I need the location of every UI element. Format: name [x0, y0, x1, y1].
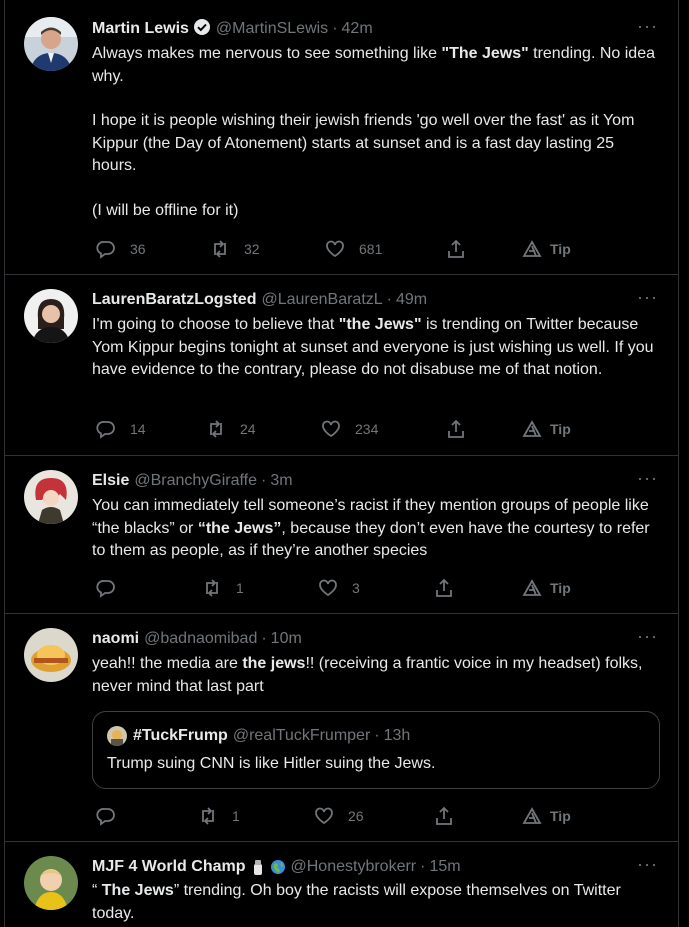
reply-button[interactable]: [96, 418, 146, 440]
tweet-header: [92, 628, 658, 650]
timestamp[interactable]: 10m: [270, 630, 302, 647]
retweet-count: 32: [244, 241, 260, 257]
reply-button[interactable]: [96, 805, 130, 827]
retweet-icon: [206, 419, 226, 439]
reply-count: 14: [130, 421, 146, 437]
separator: ·: [332, 20, 338, 37]
author-handle[interactable]: @MartinSLewis: [215, 20, 329, 37]
author-handle[interactable]: @LaurenBaratzL: [261, 291, 383, 308]
like-count: 26: [348, 808, 364, 824]
separator: ·: [420, 858, 426, 875]
avatar[interactable]: [24, 628, 78, 682]
heart-icon: [325, 239, 345, 259]
tweet-header: [92, 470, 658, 492]
author-name[interactable]: MJF 4 World Champ: [92, 858, 246, 875]
heart-icon: [321, 419, 341, 439]
share-icon: [434, 806, 454, 826]
tweet[interactable]: [5, 456, 678, 614]
tweet-text: I'm going to choose to believe that "the Jews" is trending on Twitter because Yom Kippur begins tonight at sunset and everyone is just wishing us well. If you have evidence to the contrary, please do not disabuse me of that notion.: [92, 316, 654, 378]
retweet-count: 1: [236, 580, 244, 596]
reply-icon: [96, 806, 116, 826]
quoted-author-name[interactable]: #TuckFrump: [133, 727, 228, 744]
tip-label: Tip: [550, 580, 571, 596]
author-handle[interactable]: @badnaomibad: [144, 630, 258, 647]
timestamp[interactable]: 49m: [396, 291, 428, 308]
tweet-actions: [92, 805, 658, 827]
tip-icon: [522, 419, 542, 439]
retweet-icon: [198, 806, 218, 826]
globe-icon: [270, 859, 286, 875]
author-handle[interactable]: @Honestybrokerr: [290, 858, 417, 875]
quoted-avatar[interactable]: [107, 726, 127, 746]
like-button[interactable]: [325, 238, 382, 260]
separator: ·: [374, 727, 380, 744]
reply-icon: [96, 578, 116, 598]
tip-icon: [522, 806, 542, 826]
retweet-count: 24: [240, 421, 256, 437]
tweet[interactable]: [5, 842, 678, 927]
avatar[interactable]: [24, 17, 78, 71]
more-options-icon[interactable]: ···: [637, 854, 658, 874]
separator: ·: [261, 630, 267, 647]
like-count: 681: [359, 241, 383, 257]
tweet-actions: [92, 418, 658, 440]
author-name[interactable]: LaurenBaratzLogsted: [92, 291, 257, 308]
avatar[interactable]: [24, 289, 78, 343]
tweet[interactable]: [5, 614, 678, 842]
author-name[interactable]: Martin Lewis: [92, 20, 189, 37]
salt-shaker-icon: [250, 859, 266, 875]
quoted-tweet-text: Trump suing CNN is like Hitler suing the Jews.: [107, 755, 436, 772]
reply-icon: [96, 239, 116, 259]
author-name[interactable]: naomi: [92, 630, 140, 647]
share-icon: [446, 239, 466, 259]
tip-button[interactable]: [522, 418, 571, 440]
heart-icon: [318, 578, 338, 598]
retweet-count: 1: [232, 808, 240, 824]
avatar[interactable]: [24, 856, 78, 910]
tweet[interactable]: [5, 0, 678, 275]
quoted-author-handle[interactable]: @realTuckFrumper: [232, 727, 371, 744]
tip-label: Tip: [550, 808, 571, 824]
retweet-button[interactable]: [202, 577, 244, 599]
heart-icon: [314, 806, 334, 826]
timeline-feed: [4, 0, 679, 927]
tip-label: Tip: [550, 241, 571, 257]
more-options-icon[interactable]: ···: [637, 16, 658, 36]
quoted-timestamp[interactable]: 13h: [383, 727, 411, 744]
tweet-text: “ The Jews” trending. Oh boy the racists will expose themselves on Twitter today.: [92, 882, 621, 922]
tweet-actions: [92, 238, 658, 260]
retweet-icon: [210, 239, 230, 259]
share-button[interactable]: [434, 577, 454, 599]
retweet-button[interactable]: [210, 238, 260, 260]
retweet-button[interactable]: [206, 418, 256, 440]
quoted-tweet-header: [107, 726, 410, 746]
share-button[interactable]: [446, 418, 466, 440]
separator: ·: [386, 291, 392, 308]
like-count: 3: [352, 580, 360, 596]
share-button[interactable]: [446, 238, 466, 260]
tweet-header: [92, 18, 658, 40]
share-icon: [434, 578, 454, 598]
timestamp[interactable]: 3m: [270, 472, 293, 489]
author-name[interactable]: Elsie: [92, 472, 130, 489]
like-count: 234: [355, 421, 379, 437]
reply-count: 36: [130, 241, 146, 257]
tweet-text: Always makes me nervous to see something like "The Jews" trending. No idea why. I hope it is people wishing their jewish friends 'go well over the fast' as it Yom Kippur (the Day of Atonement) starts at sunset and is a fast day lasting 25 hours. (I will be offline for it): [92, 45, 655, 219]
tweet-actions: [92, 577, 658, 599]
reply-button[interactable]: [96, 577, 130, 599]
verified-badge-icon: [193, 18, 211, 41]
more-options-icon[interactable]: ···: [637, 287, 658, 307]
tip-button[interactable]: [522, 577, 571, 599]
separator: ·: [261, 472, 267, 489]
share-button[interactable]: [434, 805, 454, 827]
tweet-header: [92, 289, 658, 311]
reply-icon: [96, 419, 116, 439]
author-handle[interactable]: @BranchyGiraffe: [134, 472, 258, 489]
tip-button[interactable]: [522, 805, 571, 827]
retweet-button[interactable]: [198, 805, 240, 827]
like-button[interactable]: [318, 577, 360, 599]
tip-icon: [522, 239, 542, 259]
avatar[interactable]: [24, 470, 78, 524]
more-options-icon[interactable]: ···: [637, 468, 658, 488]
quoted-tweet[interactable]: [92, 711, 660, 789]
tweet-text: yeah!! the media are the jews!! (receiving a frantic voice in my headset) folks, never mind that last part: [92, 655, 643, 695]
more-options-icon[interactable]: ···: [637, 626, 658, 646]
tip-icon: [522, 578, 542, 598]
tip-button[interactable]: [522, 238, 571, 260]
reply-button[interactable]: [96, 238, 146, 260]
tweet[interactable]: [5, 275, 678, 456]
tweet-text: You can immediately tell someone’s racist if they mention groups of people like “the blacks” or “the Jews”, because they don’t even have the courtesy to refer to them as people, as if they’re another species: [92, 497, 650, 559]
retweet-icon: [202, 578, 222, 598]
timestamp[interactable]: 15m: [429, 858, 461, 875]
like-button[interactable]: [321, 418, 378, 440]
tip-label: Tip: [550, 421, 571, 437]
timestamp[interactable]: 42m: [341, 20, 373, 37]
tweet-header: [92, 856, 658, 878]
like-button[interactable]: [314, 805, 364, 827]
share-icon: [446, 419, 466, 439]
